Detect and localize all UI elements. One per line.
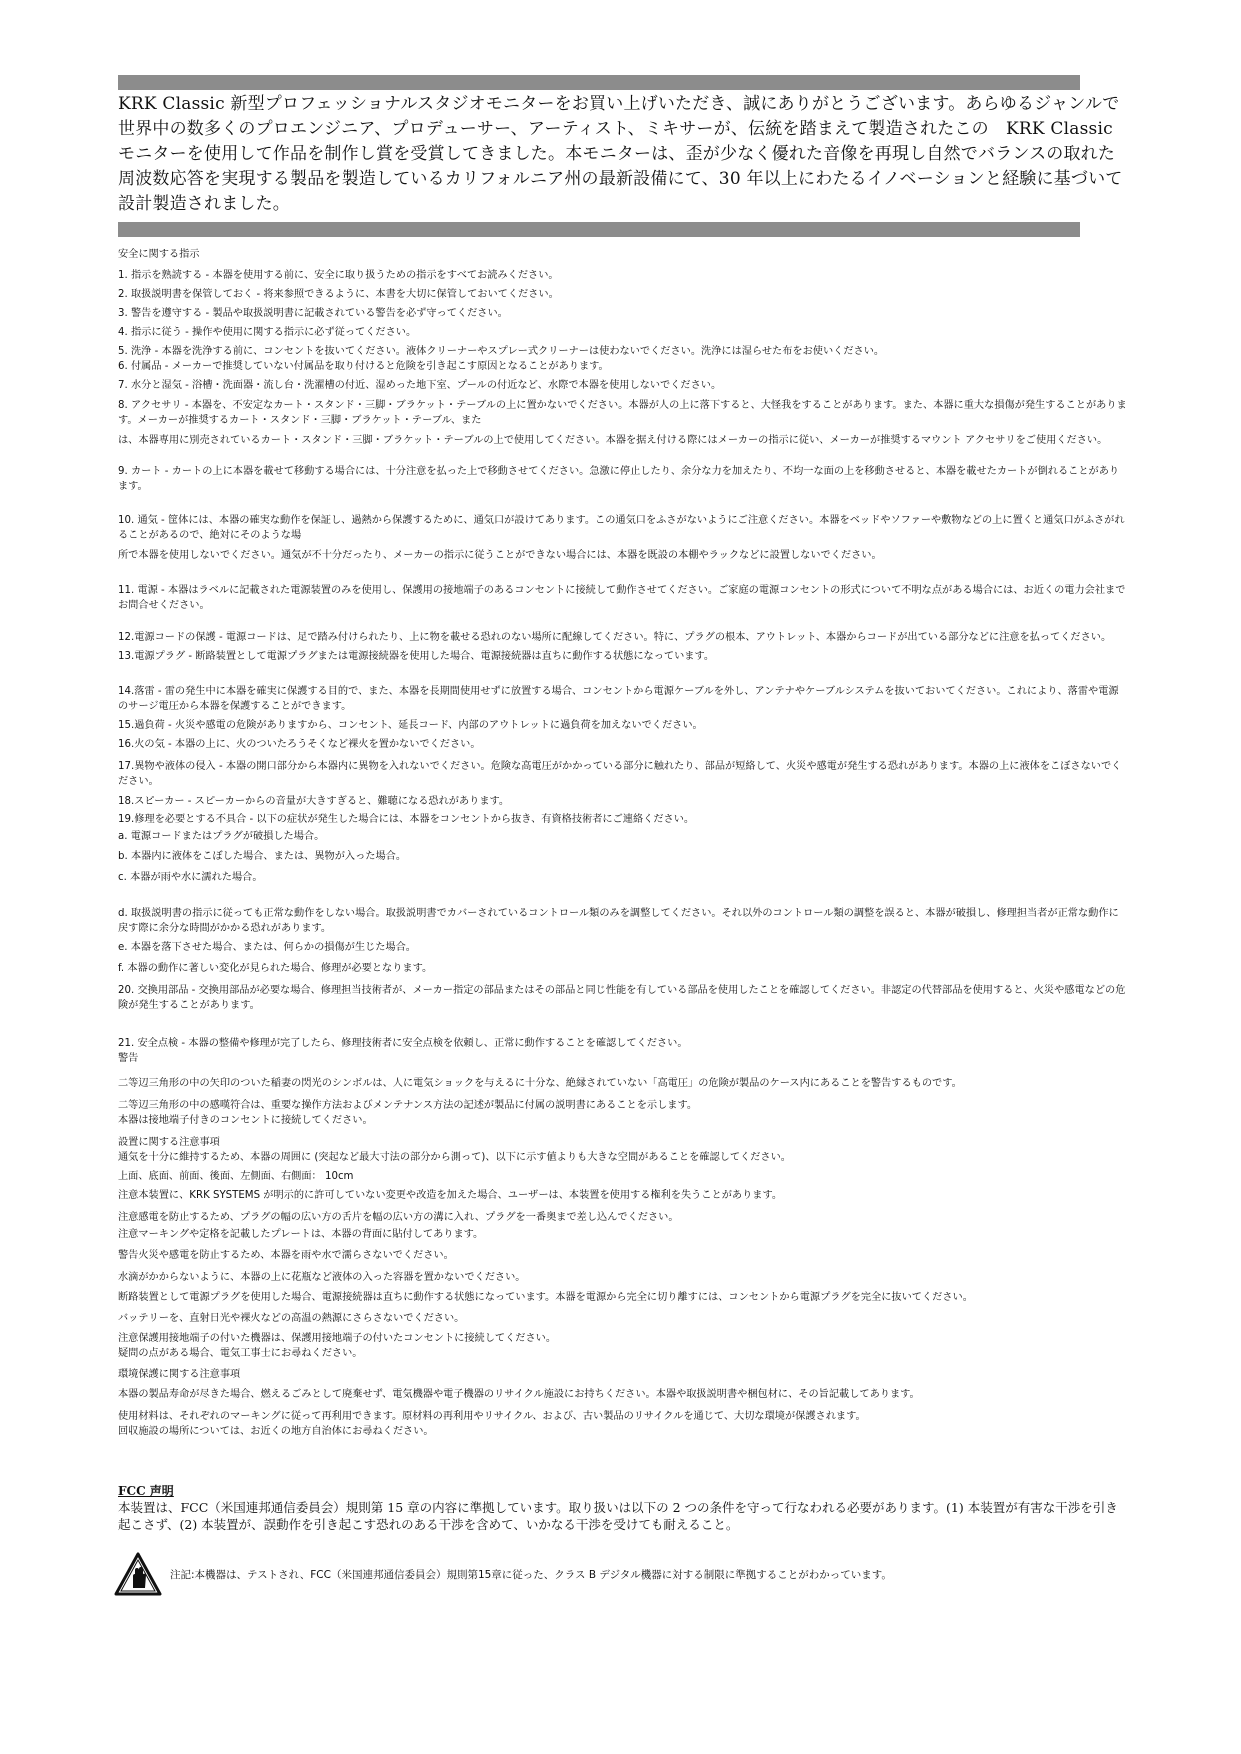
instruction-line: 通気を十分に維持するため、本器の周囲に (突起など最大寸法の部分から測って)、以下に示す値よりも大きな空間があることを確認してください。: [118, 1152, 791, 1163]
instruction-line: f. 本器の動作に著しい変化が見られた場合、修理が必要となります。: [118, 963, 433, 974]
instruction-line: 6. 付属品 - メーカーで推奨していない付属品を取り付けると危険を引き起こす原因となることがあります。: [118, 361, 609, 372]
instruction-line: 10. 通気 - 筐体には、本器の確実な動作を保証し、過熱から保護するために、通気口が設けてあります。この通気口をふさがないようにご注意ください。本器をベッドやソファーや敷物などの上に置くと通気口がふさがれることがあるので、絶対にそのような場: [118, 515, 1125, 541]
fcc-notice: [114, 1552, 1124, 1602]
instruction-line: 15.過負荷 - 火災や感電の危険がありますから、コンセント、延長コード、内部のアウトレットに過負荷を加えないでください。: [118, 720, 703, 731]
intro-text: KRK Classic 新型プロフェッショナルスタジオモニターをお買い上げいただき、誠にありがとうございます。あらゆるジャンルで世界中の数多くのプロエンジニア、プロデューサー、アーティスト、ミキサーが、伝統を踏まえて製造されたこの KRK Classic モニターを使用して作品を制作し賞を受賞してきました。本モニターは、歪が少なく優れた音像を再現し自然でバランスの取れた周波数応答を実現する製品を製造しているカリフォルニア州の最新設備にて、30 年以上にわたるイノベーションと経験に基づいて設計製造されました。: [118, 94, 1123, 214]
section-divider-bar: [118, 222, 1080, 237]
instruction-line: 疑問の点がある場合、電気工事士にお尋ねください。: [118, 1348, 363, 1359]
instruction-line: 使用材料は、それぞれのマーキングに従って再利用できます。原材料の再利用やリサイクル、および、古い製品のリサイクルを通じて、大切な環境が保護されます。: [118, 1411, 866, 1422]
instruction-line: 注意本装置に、KRK SYSTEMS が明示的に許可していない変更や改造を加えた場合、ユーザーは、本装置を使用する権利を失うことがあります。: [118, 1190, 783, 1201]
fcc-heading: FCC 声明: [118, 1484, 174, 1498]
instruction-line: 5. 洗浄 - 本器を洗浄する前に、コンセントを抜いてください。液体クリーナーやスプレー式クリーナーは使わないでください。洗浄には湿らせた布をお使いください。: [118, 346, 885, 357]
instruction-line: 8. アクセサリ - 本器を、不安定なカート・スタンド・三脚・ブラケット・テーブルの上に置かないでください。本器が人の上に落下すると、大怪我をすることがあります。また、本器に重大な損傷が発生することがあります。メーカーが推奨するカート・スタンド・三脚・ブラケット・テーブル、また: [118, 400, 1127, 426]
instruction-line: a. 電源コードまたはプラグが破損した場合。: [118, 831, 325, 842]
intro-paragraph: [118, 92, 1128, 217]
instruction-line: 二等辺三角形の中の感嘆符合は、重要な操作方法およびメンテナンス方法の記述が製品に付属の説明書にあることを示します。: [118, 1100, 698, 1111]
instruction-line: 7. 水分と湿気 - 浴槽・洗面器・流し台・洗濯槽の付近、湿めった地下室、プールの付近など、水際で本器を使用しないでください。: [118, 380, 722, 391]
instruction-line: 18.スピーカー - スピーカーからの音量が大きすぎると、難聴になる恐れがあります。: [118, 796, 510, 807]
instruction-line: 安全に関する指示: [118, 249, 200, 260]
instruction-line: 11. 電源 - 本器はラベルに記載された電源装置のみを使用し、保護用の接地端子のあるコンセントに接続して動作させてください。ご家庭の電源コンセントの形式について不明な点がある場合には、お近くの電力会社までお問合せください。: [118, 585, 1126, 611]
instruction-line: d. 取扱説明書の指示に従っても正常な動作をしない場合。取扱説明書でカバーされているコントロール類のみを調整してください。それ以外のコントロール類の調整を誤ると、本器が破損し、修理担当者が正常な動作に戻す際に余分な時間がかかる恐れがあります。: [118, 908, 1119, 934]
instruction-line: 警告: [118, 1053, 139, 1064]
instruction-line: 14.落雷 - 雷の発生中に本器を確実に保護する目的で、また、本器を長期間使用せずに放置する場合、コンセントから電源ケーブルを外し、アンテナやケーブルシステムを抜いておいてください。これにより、落雷や電源のサージ電圧から本器を保護することができます。: [118, 686, 1119, 712]
instruction-line: 注意マーキングや定格を記載したプレートは、本器の背面に貼付してあります。: [118, 1229, 484, 1240]
hand-warning-icon: [114, 1552, 162, 1596]
fcc-text: 本装置は、FCC（米国連邦通信委員会）規則第 15 章の内容に準拠しています。取り扱いは以下の 2 つの条件を守って行なわれる必要があります。(1) 本装置が有害な干渉を引き起こさず、(2) 本装置が、誤動作を引き起こす恐れのある干渉を含めて、いかなる干渉を受けても耐えること。: [118, 1500, 1118, 1532]
instruction-line: 21. 安全点検 - 本器の整備や修理が完了したら、修理技術者に安全点検を依頼し、正常に動作することを確認してください。: [118, 1038, 688, 1049]
instruction-line: 12.電源コードの保護 - 電源コードは、足で踏み付けられたり、上に物を載せる恐れのない場所に配線してください。特に、プラグの根本、アウトレット、本器からコードが出ている部分などに注意を払ってください。: [118, 632, 1112, 643]
top-divider-bar: [118, 75, 1080, 90]
instruction-line: 所で本器を使用しないでください。通気が不十分だったり、メーカーの指示に従うことができない場合には、本器を既設の本棚やラックなどに設置しないでください。: [118, 550, 882, 561]
instruction-line: 16.火の気 - 本器の上に、火のついたろうそくなど裸火を置かないでください。: [118, 739, 481, 750]
instruction-line: 本器は接地端子付きのコンセントに接続してください。: [118, 1115, 373, 1126]
instruction-line: 上面、底面、前面、後面、左側面、右側面： 10cm: [118, 1171, 354, 1182]
instruction-line: 二等辺三角形の中の矢印のついた稲妻の閃光のシンボルは、人に電気ショックを与えるに十分な、絶縁されていない「高電圧」の危険が製品のケース内にあることを警告するものです。: [118, 1078, 962, 1089]
notice-text: 注記:本機器は、テストされ、FCC（米国連邦通信委員会）規則第15章に従った、クラス B デジタル機器に対する制限に準拠することがわかっています。: [170, 1569, 892, 1581]
instruction-line: 4. 指示に従う - 操作や使用に関する指示に必ず従ってください。: [118, 327, 417, 338]
instruction-line: 水滴がかからないように、本器の上に花瓶など液体の入った容器を置かないでください。: [118, 1272, 526, 1283]
instruction-line: 2. 取扱説明書を保管しておく - 将来参照できるように、本書を大切に保管しておいてください。: [118, 289, 559, 300]
instruction-line: 20. 交換用部品 - 交換用部品が必要な場合、修理担当技術者が、メーカー指定の部品またはその部品と同じ性能を有している部品を使用したことを確認してください。非認定の代替部品を使用すると、火災や感電などの危険が発生することがあります。: [118, 985, 1126, 1011]
instruction-line: 3. 警告を遵守する - 製品や取扱説明書に記載されている警告を必ず守ってください。: [118, 308, 508, 319]
instruction-line: バッテリーを、直射日光や裸火などの高温の熱源にさらさないでください。: [118, 1313, 465, 1324]
instruction-line: 19.修理を必要とする不具合 - 以下の症状が発生した場合には、本器をコンセントから抜き、有資格技術者にご連絡ください。: [118, 814, 695, 825]
instruction-line: e. 本器を落下させた場合、または、何らかの損傷が生じた場合。: [118, 942, 416, 953]
instruction-line: 9. カート - カートの上に本器を載せて移動する場合には、十分注意を払った上で移動させてください。急激に停止したり、余分な力を加えたり、不均一な面の上を移動させると、本器を載せたカートが倒れることがあります。: [118, 466, 1120, 492]
instruction-line: 環境保護に関する注意事項: [118, 1369, 241, 1380]
instruction-line: 断路装置として電源プラグを使用した場合、電源接続器は直ちに動作する状態になっています。本器を電源から完全に切り離すには、コンセントから電源プラグを完全に抜いてください。: [118, 1292, 973, 1303]
instruction-line: b. 本器内に液体をこぼした場合、または、異物が入った場合。: [118, 851, 407, 862]
instruction-line: は、本器専用に別売されているカート・スタンド・三脚・ブラケット・テーブルの上で使用してください。本器を据え付ける際にはメーカーの指示に従い、メーカーが推奨するマウント アクセサリをご使用ください。: [118, 435, 1108, 446]
instruction-line: 警告火災や感電を防止するため、本器を雨や水で濡らさないでください。: [118, 1250, 454, 1261]
instruction-line: 13.電源プラグ - 断路装置として電源プラグまたは電源接続器を使用した場合、電源接続器は直ちに動作する状態になっています。: [118, 651, 715, 662]
instruction-line: 設置に関する注意事項: [118, 1137, 220, 1148]
instruction-line: 回収施設の場所については、お近くの地方自治体にお尋ねください。: [118, 1426, 434, 1437]
instruction-line: 注意保護用接地端子の付いた機器は、保護用接地端子の付いたコンセントに接続してください。: [118, 1333, 557, 1344]
instruction-line: 本器の製品寿命が尽きた場合、燃えるごみとして廃棄せず、電気機器や電子機器のリサイクル施設にお持ちください。本器や取扱説明書や梱包材に、その旨記載してあります。: [118, 1389, 920, 1400]
safety-instructions: [118, 247, 1128, 1439]
fcc-statement: [118, 1499, 1128, 1533]
instruction-line: 17.異物や液体の侵入 - 本器の開口部分から本器内に異物を入れないでください。危険な高電圧がかかっている部分に触れたり、部品が短絡して、火災や感電が発生する恐れがあります。本器の上に液体をこぼさないでください。: [118, 761, 1122, 787]
instruction-line: 1. 指示を熟読する - 本器を使用する前に、安全に取り扱うための指示をすべてお読みください。: [118, 270, 559, 281]
instruction-line: c. 本器が雨や水に濡れた場合。: [118, 872, 263, 883]
instruction-line: 注意感電を防止するため、プラグの幅の広い方の舌片を幅の広い方の溝に入れ、プラグを一番奥まで差し込んでください。: [118, 1212, 679, 1223]
